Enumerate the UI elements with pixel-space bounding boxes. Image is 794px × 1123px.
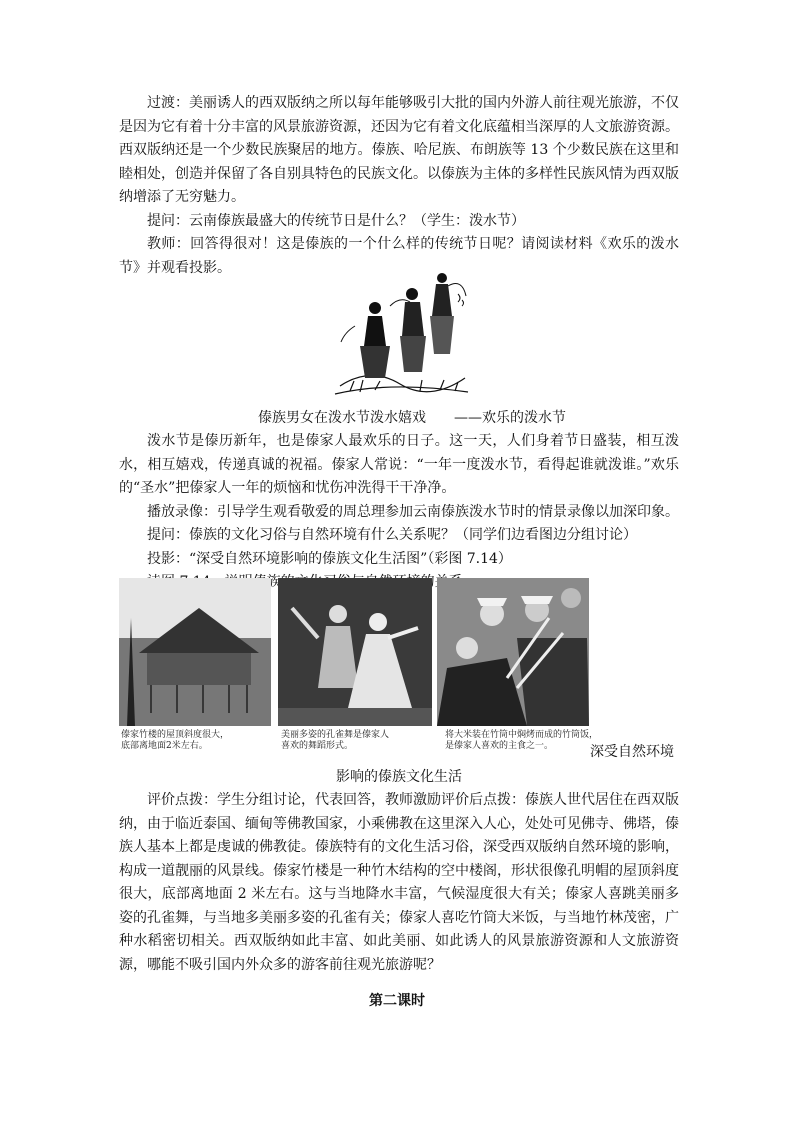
text-block-water-festival — [119, 430, 679, 595]
lesson-heading: 第二课时 — [369, 993, 425, 1009]
figure-caption-water-festival: 傣族男女在泼水节泼水嬉戏 ——欢乐的泼水节 — [258, 410, 566, 426]
figure-caption-culture-part2: 影响的傣族文化生活 — [336, 769, 462, 785]
figure-caption-culture-part1: 深受自然环境 — [590, 744, 674, 760]
paragraph-question-culture: 提问：傣族的文化习俗与自然环境有什么关系呢？（同学们边看图边分组讨论） — [147, 527, 637, 543]
paragraph-transition: 过渡：美丽诱人的西双版纳之所以每年能够吸引大批的国内外游人前往观光旅游，不仅是因为它有着十分丰富的风景旅游资源，还因为它有着文化底蕴相当深厚的人文旅游资源。西双版纳还是一个少数民族聚居的地方。傣族、哈尼族、布朗族等 13 个少数民族在这里和睦相处，创造并保留了各自别具特色的民族文化。以傣族为主体的多样性民族风情为西双版纳增添了无穷魅力。 — [119, 95, 679, 205]
dai-culture-photo-strip — [119, 578, 599, 751]
paragraph-projection: 投影：“深受自然环境影响的傣族文化生活图”（彩图 7.14） — [147, 550, 512, 567]
paragraph-evaluation: 评价点拨：学生分组讨论，代表回答，教师激励评价后点拨：傣族人世代居住在西双版纳，由于临近泰国、缅甸等佛教国家，小乘佛教在这里深入人心，处处可见佛寺、佛塔，傣族人基本上都是虔诚的佛教徒。傣族特有的文化生活习俗，深受西双版纳自然环境的影响，构成一道靓丽的风景线。傣家竹楼是一种竹木结构的空中楼阁，形状很像孔明帽的屋顶斜度很大，底部离地面 2 米左右。这与当地降水丰富，气候湿度很大有关；傣家人喜跳美丽多姿的孔雀舞，与当地多美丽多姿的孔雀有关；傣家人喜吃竹筒大米饭，与当地竹林茂密，广种水稻密切相关。西双版纳如此丰富、如此美丽、如此诱人的风景旅游资源和人文旅游资源，哪能不吸引国内外众多的游客前往观光旅游呢？ — [119, 792, 679, 973]
photo-caption-house: 傣家竹楼的屋顶斜度很大， 底部离地面2米左右。 — [121, 730, 230, 751]
photo-caption-rice: 将大米装在竹筒中焖烤而成的竹筒饭， 是傣家人喜欢的主食之一。 — [445, 730, 599, 751]
water-festival-illustration — [330, 266, 470, 398]
photo-caption-dance: 美丽多姿的孔雀舞是傣家人 喜欢的舞蹈形式。 — [281, 730, 390, 751]
paragraph-festival-description: 泼水节是傣历新年，也是傣家人最欢乐的日子。这一天，人们身着节日盛装，相互泼水，相互嬉戏，传递真诚的祝福。傣家人常说：“一年一度泼水节，看得起谁就泼谁。”欢乐的“圣水”把傣家人一年的烦恼和忧伤冲洗得干干净净。 — [119, 433, 679, 496]
paragraph-video: 播放录像：引导学生观看敬爱的周总理参加云南傣族泼水节时的情景录像以加深印象。 — [147, 503, 679, 520]
bamboo-rice-photo — [437, 578, 589, 726]
paragraph-question-festival: 提问：云南傣族最盛大的传统节日是什么？（学生：泼水节） — [147, 212, 525, 229]
text-block-evaluation — [119, 789, 679, 977]
text-block-intro — [119, 92, 679, 280]
paragraph-teacher-response: 教师：回答得很对！这是傣族的一个什么样的传统节日呢？请阅读材料《欢乐的泼水节》并观看投影。 — [119, 236, 679, 276]
peacock-dance-photo — [278, 578, 432, 726]
bamboo-house-photo — [119, 578, 271, 726]
